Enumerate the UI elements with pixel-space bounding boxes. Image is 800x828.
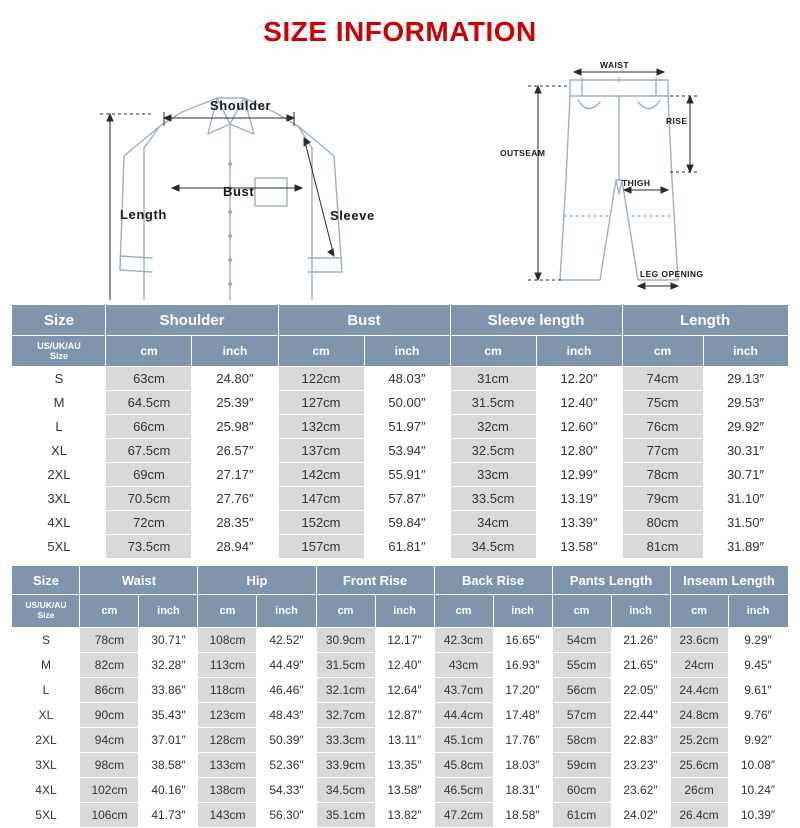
cell: 12.87″ [375,703,434,728]
pants-group-header-row [12,566,788,595]
row-size: 4XL [12,511,106,535]
cell: 61.81″ [364,535,450,559]
table-row [12,391,788,415]
table-row [12,753,788,778]
cell: 50.39″ [257,728,316,753]
row-size: S [12,367,106,391]
cell: 34.5cm [316,778,375,803]
cell: 57.87″ [364,487,450,511]
table-row [12,463,788,487]
cell: 48.43″ [257,703,316,728]
unit-waist-inch: inch [139,595,198,628]
cell: 18.58″ [493,803,552,828]
cell: 45.8cm [434,753,493,778]
table-row [12,653,788,678]
unit-hip-cm: cm [198,595,257,628]
row-size: 4XL [12,778,80,803]
shirt-illustration [12,60,482,300]
cell: 26cm [670,778,728,803]
cell: 59cm [552,753,611,778]
cell: 13.35″ [375,753,434,778]
row-size: 2XL [12,463,106,487]
cell: 132cm [278,415,364,439]
table-row [12,367,788,391]
cell: 46.5cm [434,778,493,803]
table-row [12,703,788,728]
cell: 28.35″ [192,511,278,535]
cell: 31.50″ [703,511,788,535]
cell: 94cm [80,728,139,753]
cell: 59.84″ [364,511,450,535]
unit-sleeve-inch: inch [536,336,622,367]
label-leg-opening: LEG OPENING [640,269,704,279]
row-size: 5XL [12,535,106,559]
cell: 82cm [80,653,139,678]
cell: 10.08″ [728,753,788,778]
cell: 27.76″ [192,487,278,511]
cell: 81cm [622,535,703,559]
header-front-rise: Front Rise [316,566,434,595]
cell: 12.99″ [536,463,622,487]
cell: 58cm [552,728,611,753]
cell: 24.80″ [192,367,278,391]
cell: 40.16″ [139,778,198,803]
cell: 142cm [278,463,364,487]
unit-bust-cm: cm [278,336,364,367]
cell: 18.03″ [493,753,552,778]
cell: 118cm [198,678,257,703]
cell: 25.39″ [192,391,278,415]
cell: 31.10″ [703,487,788,511]
unit-shoulder-cm: cm [106,336,192,367]
cell: 30.71″ [703,463,788,487]
unit-shoulder-inch: inch [192,336,278,367]
cell: 44.49″ [257,653,316,678]
row-size: L [12,678,80,703]
cell: 24.4cm [670,678,728,703]
row-size: XL [12,439,106,463]
header-back-rise: Back Rise [434,566,552,595]
row-size: S [12,628,80,653]
cell: 128cm [198,728,257,753]
cell: 106cm [80,803,139,828]
table-row [12,535,788,559]
cell: 30.31″ [703,439,788,463]
cell: 13.39″ [536,511,622,535]
cell: 32.7cm [316,703,375,728]
unit-sleeve-cm: cm [450,336,536,367]
shirt-size-table [11,304,788,559]
cell: 50.00″ [364,391,450,415]
header-size-standard [12,595,80,628]
header-inseam-length: Inseam Length [670,566,788,595]
cell: 78cm [622,463,703,487]
cell: 64.5cm [106,391,192,415]
size-standard-line1: US/UK/AU [37,340,81,351]
unit-inseam-inch: inch [728,595,788,628]
cell: 9.29″ [728,628,788,653]
cell: 60cm [552,778,611,803]
table-row [12,439,788,463]
cell: 16.65″ [493,628,552,653]
cell: 72cm [106,511,192,535]
shirt-diagram [12,60,482,300]
cell: 13.82″ [375,803,434,828]
cell: 13.11″ [375,728,434,753]
cell: 55cm [552,653,611,678]
cell: 152cm [278,511,364,535]
cell: 74cm [622,367,703,391]
cell: 46.46″ [257,678,316,703]
label-shoulder: Shoulder [210,98,272,113]
row-size: L [12,415,106,439]
unit-front-rise-cm: cm [316,595,375,628]
cell: 157cm [278,535,364,559]
unit-inseam-cm: cm [670,595,728,628]
table-row [12,628,788,653]
cell: 51.97″ [364,415,450,439]
cell: 90cm [80,703,139,728]
unit-pants-length-cm: cm [552,595,611,628]
cell: 73.5cm [106,535,192,559]
cell: 34.5cm [450,535,536,559]
cell: 143cm [198,803,257,828]
cell: 29.53″ [703,391,788,415]
unit-front-rise-inch: inch [375,595,434,628]
header-waist: Waist [80,566,198,595]
cell: 17.48″ [493,703,552,728]
label-bust: Bust [223,184,255,199]
cell: 33.86″ [139,678,198,703]
table-row [12,487,788,511]
cell: 29.92″ [703,415,788,439]
row-size: XL [12,703,80,728]
cell: 31cm [450,367,536,391]
cell: 21.65″ [611,653,670,678]
cell: 57cm [552,703,611,728]
cell: 32.28″ [139,653,198,678]
cell: 25.6cm [670,753,728,778]
label-length: Length [120,207,167,222]
cell: 21.26″ [611,628,670,653]
cell: 9.76″ [728,703,788,728]
cell: 9.61″ [728,678,788,703]
unit-pants-length-inch: inch [611,595,670,628]
cell: 33.3cm [316,728,375,753]
cell: 33.5cm [450,487,536,511]
cell: 32cm [450,415,536,439]
cell: 127cm [278,391,364,415]
cell: 24cm [670,653,728,678]
row-size: 2XL [12,728,80,753]
cell: 41.73″ [139,803,198,828]
row-size: 5XL [12,803,80,828]
cell: 13.58″ [536,535,622,559]
cell: 53.94″ [364,439,450,463]
pants-unit-header-row [12,595,788,628]
unit-waist-cm: cm [80,595,139,628]
cell: 27.17″ [192,463,278,487]
cell: 76cm [622,415,703,439]
cell: 31.5cm [450,391,536,415]
cell: 17.20″ [493,678,552,703]
cell: 86cm [80,678,139,703]
cell: 48.03″ [364,367,450,391]
pants-table-head [12,566,788,628]
cell: 12.40″ [375,653,434,678]
label-waist: WAIST [600,60,629,70]
table-row [12,415,788,439]
row-size: M [12,391,106,415]
header-bust: Bust [278,305,450,336]
header-size: Size [12,305,106,336]
cell: 18.31″ [493,778,552,803]
cell: 43.7cm [434,678,493,703]
cell: 35.43″ [139,703,198,728]
cell: 137cm [278,439,364,463]
header-shoulder: Shoulder [106,305,278,336]
cell: 67.5cm [106,439,192,463]
cell: 54cm [552,628,611,653]
cell: 75cm [622,391,703,415]
cell: 25.98″ [192,415,278,439]
cell: 34cm [450,511,536,535]
cell: 33.9cm [316,753,375,778]
cell: 28.94″ [192,535,278,559]
header-sleeve-length: Sleeve length [450,305,622,336]
cell: 12.60″ [536,415,622,439]
cell: 63cm [106,367,192,391]
row-size: M [12,653,80,678]
cell: 16.93″ [493,653,552,678]
unit-hip-inch: inch [257,595,316,628]
cell: 54.33″ [257,778,316,803]
cell: 66cm [106,415,192,439]
cell: 17.76″ [493,728,552,753]
pants-size-table [11,565,788,828]
cell: 61cm [552,803,611,828]
cell: 29.13″ [703,367,788,391]
cell: 9.45″ [728,653,788,678]
cell: 56.30″ [257,803,316,828]
cell: 25.2cm [670,728,728,753]
cell: 52.36″ [257,753,316,778]
cell: 113cm [198,653,257,678]
cell: 80cm [622,511,703,535]
cell: 55.91″ [364,463,450,487]
cell: 108cm [198,628,257,653]
cell: 79cm [622,487,703,511]
cell: 43cm [434,653,493,678]
page-title: SIZE INFORMATION [263,16,537,47]
cell: 102cm [80,778,139,803]
cell: 35.1cm [316,803,375,828]
cell: 10.39″ [728,803,788,828]
cell: 22.83″ [611,728,670,753]
cell: 9.92″ [728,728,788,753]
cell: 13.19″ [536,487,622,511]
cell: 56cm [552,678,611,703]
shirt-table-body [12,367,788,559]
cell: 24.8cm [670,703,728,728]
cell: 12.64″ [375,678,434,703]
table-row [12,511,788,535]
cell: 31.89″ [703,535,788,559]
cell: 24.02″ [611,803,670,828]
cell: 22.05″ [611,678,670,703]
cell: 69cm [106,463,192,487]
unit-back-rise-cm: cm [434,595,493,628]
cell: 138cm [198,778,257,803]
cell: 23.6cm [670,628,728,653]
cell: 31.5cm [316,653,375,678]
header-hip: Hip [198,566,316,595]
table-row [12,778,788,803]
cell: 26.57″ [192,439,278,463]
cell: 30.71″ [139,628,198,653]
cell: 123cm [198,703,257,728]
cell: 70.5cm [106,487,192,511]
label-rise: RISE [666,116,688,126]
cell: 12.20″ [536,367,622,391]
shirt-group-header-row [12,305,788,336]
table-row [12,678,788,703]
header-size-standard [12,336,106,367]
header-length: Length [622,305,788,336]
cell: 10.24″ [728,778,788,803]
cell: 22.44″ [611,703,670,728]
label-thigh: THIGH [622,178,651,188]
size-standard-line2: Size [49,351,68,361]
cell: 44.4cm [434,703,493,728]
header-size: Size [12,566,80,595]
pants-diagram [482,60,788,300]
header-pants-length: Pants Length [552,566,670,595]
cell: 33cm [450,463,536,487]
cell: 77cm [622,439,703,463]
row-size: 3XL [12,753,80,778]
cell: 30.9cm [316,628,375,653]
shirt-table-head [12,305,788,367]
cell: 122cm [278,367,364,391]
cell: 38.58″ [139,753,198,778]
cell: 45.1cm [434,728,493,753]
unit-bust-inch: inch [364,336,450,367]
table-row [12,728,788,753]
unit-back-rise-inch: inch [493,595,552,628]
cell: 133cm [198,753,257,778]
cell: 23.23″ [611,753,670,778]
cell: 78cm [80,628,139,653]
cell: 42.52″ [257,628,316,653]
unit-length-cm: cm [622,336,703,367]
cell: 26.4cm [670,803,728,828]
label-sleeve: Sleeve [330,208,375,223]
label-outseam: OUTSEAM [500,148,546,158]
pants-table-body [12,628,788,828]
cell: 147cm [278,487,364,511]
cell: 42.3cm [434,628,493,653]
cell: 37.01″ [139,728,198,753]
cell: 12.80″ [536,439,622,463]
row-size: 3XL [12,487,106,511]
cell: 32.1cm [316,678,375,703]
cell: 47.2cm [434,803,493,828]
unit-length-inch: inch [703,336,788,367]
measurement-diagram [12,60,788,300]
size-standard-line1: US/UK/AU [25,600,67,611]
cell: 12.40″ [536,391,622,415]
size-standard-line2: Size [37,610,55,620]
cell: 32.5cm [450,439,536,463]
cell: 98cm [80,753,139,778]
cell: 12.17″ [375,628,434,653]
cell: 13.58″ [375,778,434,803]
cell: 23.62″ [611,778,670,803]
shirt-unit-header-row [12,336,788,367]
table-row [12,803,788,828]
